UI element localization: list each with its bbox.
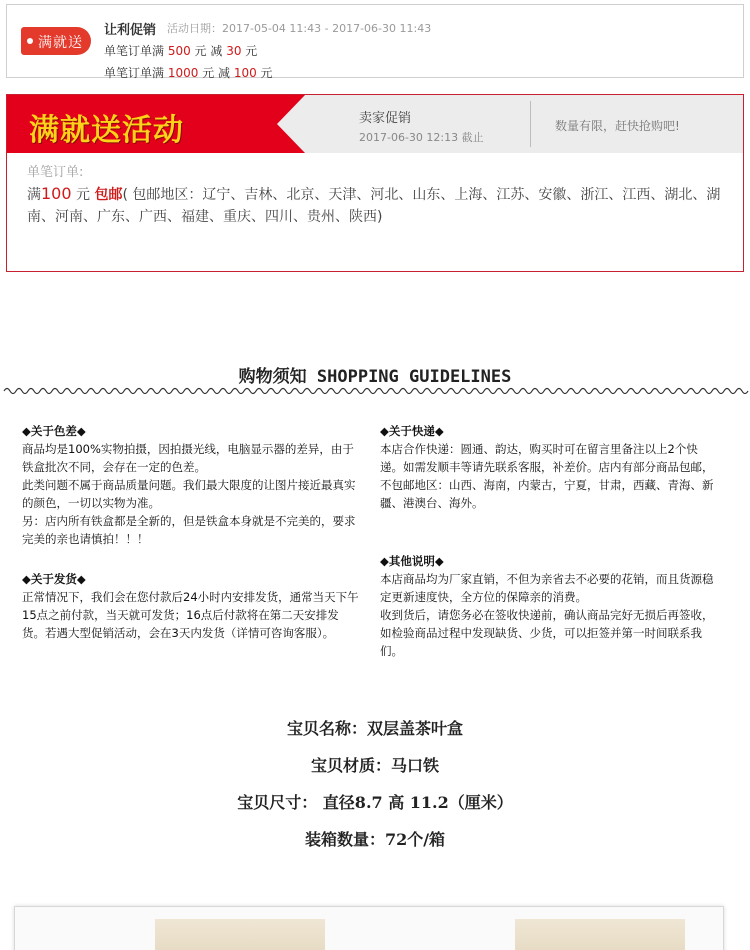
note-other-head: ◆其他说明◆ <box>380 554 444 568</box>
note-color-diff <box>22 422 360 548</box>
seller-promo-label: 卖家促销 <box>359 111 412 126</box>
event-header <box>7 95 743 153</box>
promo-tag-icon <box>21 27 91 55</box>
event-detail: 满100 元 包邮( 包邮地区：辽宁、吉林、北京、天津、河北、山东、上海、江苏、安徽、浙江、江西、湖北、湖南、河南、广东、广西、福建、重庆、四川、贵州、陕西) <box>27 184 721 225</box>
note-express-head: ◆关于快递◆ <box>380 424 444 438</box>
note-other <box>380 552 720 660</box>
header-divider <box>530 101 531 147</box>
product-material: 宝贝材质：马口铁 <box>310 756 439 775</box>
guidelines-title: 购物须知 SHOPPING GUIDELINES <box>238 367 512 387</box>
note-express-p1: 本店合作快递：圆通、韵达，购买时可在留言里备注以上2个快递。如需发顺丰等请先联系客服，补差价。店内有部分商品包邮，不包邮地区：山西、海南，内蒙古，宁夏，甘肃，西藏、青海、新疆、港澳台、海外。 <box>380 442 714 510</box>
promo-badge-text: 满就送 <box>38 35 83 51</box>
note-color-diff-p2: 此类问题不属于商品质量问题。我们最大限度的让图片接近最真实的颜色，一切以实物为准。 <box>22 478 356 510</box>
promo-rule-1: 单笔订单满 500 元 减 30 元 <box>104 44 258 58</box>
note-express <box>380 422 720 512</box>
promo-title: 让利促销 <box>104 23 157 38</box>
promo-top-box <box>6 4 744 78</box>
note-color-diff-head: ◆关于色差◆ <box>22 424 86 438</box>
single-order-label: 单笔订单: <box>27 165 84 180</box>
product-size: 宝贝尺寸： 直径8.7 高 11.2（厘米） <box>237 793 513 812</box>
wavy-divider <box>0 384 750 398</box>
promo-rule-2: 单笔订单满 1000 元 减 100 元 <box>104 66 273 80</box>
promo-date-range: 活动日期：2017-05-04 11:43 - 2017-06-30 11:43 <box>167 22 432 35</box>
product-name: 宝贝名称：双层盖茶叶盒 <box>286 719 463 738</box>
product-packing: 装箱数量：72个/箱 <box>304 830 446 849</box>
note-color-diff-p3: 另：店内所有铁盒都是全新的，但是铁盒本身就是不完美的，要求完美的亲也请慎拍！！！ <box>22 514 356 546</box>
product-photo-1 <box>155 919 325 950</box>
note-shipping-head: ◆关于发货◆ <box>22 572 86 586</box>
note-shipping-p1: 正常情况下，我们会在您付款后24小时内安排发货，通常当天下午15点之前付款，当天就可发货；16点后付款将在第二天安排发货。若遇大型促销活动，会在3天内发货（详情可咨询客服）。 <box>22 590 359 640</box>
product-photo-strip <box>14 906 724 950</box>
note-shipping <box>22 570 360 642</box>
event-banner <box>7 95 307 153</box>
event-banner-title: 满就送活动 <box>29 113 184 148</box>
product-photo-2 <box>515 919 685 950</box>
event-box <box>6 94 744 272</box>
event-note: 数量有限，赶快抢购吧! <box>555 119 680 133</box>
note-color-diff-p1: 商品均是100%实物拍摄，因拍摄光线，电脑显示器的差异，由于铁盒批次不同，会存在一定的色差。 <box>22 442 354 474</box>
note-other-p2: 收到货后，请您务必在签收快递前，确认商品完好无损后再签收，如检验商品过程中发现缺货、少货，可以拒签并第一时间联系我们。 <box>380 608 714 658</box>
event-deadline: 2017-06-30 12:13 截止 <box>359 131 484 144</box>
note-other-p1: 本店商品均为厂家直销，不但为亲省去不必要的花销，而且货源稳定更新速度快，全方位的保障亲的消费。 <box>380 572 714 604</box>
